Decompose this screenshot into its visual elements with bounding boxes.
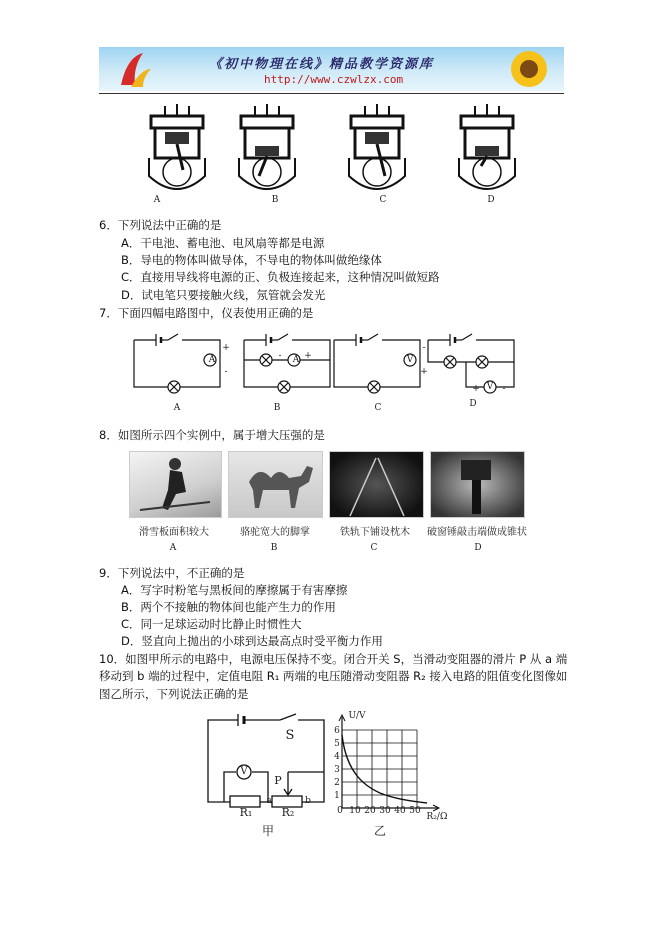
q10-figure-jia: 甲 <box>261 824 274 838</box>
q7-stem: 7．下面四幅电路图中，仪表使用正确的是 <box>99 306 314 320</box>
q9-option-b: B．两个不接触的物体间也能产生力的作用 <box>121 600 336 614</box>
q10-graph-ytick-4: 4 <box>334 752 340 762</box>
photo-camel <box>228 451 323 518</box>
q7-label-b: B <box>273 403 281 413</box>
sunflower-icon <box>499 47 559 91</box>
q10-graph-ytick-6: 6 <box>334 726 340 736</box>
q7-meter-c-voltmeter: V <box>406 355 414 365</box>
q9-option-c: C．同一足球运动时比静止时惯性大 <box>121 617 302 631</box>
q10-label-r1: R₁ <box>239 806 253 819</box>
q10-graph-ytick-5: 5 <box>334 739 340 749</box>
engine-diagram-b <box>239 104 295 189</box>
photo-safety-hammer <box>430 451 525 518</box>
q7-sign-b-plus: + <box>304 351 312 361</box>
circuit-b <box>244 334 330 393</box>
q10-graph-ytick-1: 1 <box>334 791 340 801</box>
engine-label-c: C <box>379 195 387 205</box>
q10-graph-xtick-50: 50 <box>409 806 421 816</box>
q7-sign-d-plus: + <box>472 384 480 394</box>
photo-railway <box>329 451 424 518</box>
q10-line-2: 移动到 b 端的过程中，定值电阻 R₁ 两端的电压随滑动变阻器 R₂ 接入电路的阻值变化图像如 <box>99 669 568 683</box>
q10-label-b: b <box>305 796 311 806</box>
photo-skier <box>129 451 222 518</box>
q10-graph-ylabel: U/V <box>348 711 366 721</box>
q6-option-b: B．导电的物体叫做导体，不导电的物体叫做绝缘体 <box>121 253 382 267</box>
q10-label-s: S <box>285 728 295 743</box>
q7-sign-d-minus: - <box>502 384 506 394</box>
q10-graph-ytick-3: 3 <box>334 765 340 775</box>
engine-label-a: A <box>153 195 161 205</box>
q7-meter-a-ammeter: A <box>208 355 216 365</box>
q10-graph <box>332 715 442 819</box>
railway-icon <box>330 452 423 517</box>
q9-stem: 9．下列说法中，不正确的是 <box>99 566 245 580</box>
q8-caption-d: 破窗锤敲击端做成锥状 <box>427 527 527 538</box>
q10-label-v: V <box>240 766 248 777</box>
q10-figure-yi: 乙 <box>373 824 386 838</box>
engine-label-d: D <box>487 195 495 205</box>
q8-caption-b: 骆驼宽大的脚掌 <box>240 527 310 538</box>
q10-graph-xtick-20: 20 <box>364 806 376 816</box>
q10-label-a: a <box>266 796 272 806</box>
engine-strokes-figure <box>125 102 565 212</box>
q6-option-c: C．直接用导线将电源的正、负极连接起来，这种情况叫做短路 <box>121 270 440 284</box>
q7-label-c: C <box>374 403 382 413</box>
header-banner <box>99 47 564 91</box>
camel-icon <box>229 452 322 517</box>
q8-caption-c: 铁轨下铺设枕木 <box>340 527 410 538</box>
engine-label-b: B <box>271 195 279 205</box>
q10-line-3: 图乙所示，下列说法正确的是 <box>99 687 249 701</box>
q8-label-b: B <box>270 543 278 553</box>
banner-url[interactable]: http://www.czwlzx.com <box>264 73 404 86</box>
q10-graph-xtick-10: 10 <box>349 806 361 816</box>
q7-sign-b-minus: - <box>278 351 282 361</box>
q10-graph-ytick-2: 2 <box>334 778 340 788</box>
q7-label-a: A <box>173 403 181 413</box>
q8-label-c: C <box>370 543 378 553</box>
q9-option-a: A．写字时粉笔与黑板间的摩擦属于有害摩擦 <box>121 583 348 597</box>
q6-option-a: A．干电池、蓄电池、电风扇等都是电源 <box>121 236 325 250</box>
q9-option-d: D．竖直向上抛出的小球到达最高点时受平衡力作用 <box>121 634 383 648</box>
q10-label-p: P <box>274 774 282 787</box>
engine-diagram-c <box>349 104 405 189</box>
engine-diagram-d <box>459 104 515 189</box>
skier-icon <box>130 452 221 517</box>
q7-meter-b-ammeter: A <box>292 355 300 365</box>
q10-graph-xtick-40: 40 <box>394 806 406 816</box>
q8-stem: 8．如图所示四个实例中，属于增大压强的是 <box>99 428 325 442</box>
q7-sign-a-minus: - <box>224 367 228 377</box>
q10-line-1: 10．如图甲所示的电路中，电源电压保持不变。闭合开关 S，当滑动变阻器的滑片 P 从 a 端 <box>99 652 568 666</box>
header-rule <box>99 93 564 94</box>
q7-label-d: D <box>469 399 477 409</box>
q10-graph-origin: 0 <box>337 806 343 816</box>
banner-title: 《初中物理在线》精品教学资源库 <box>209 57 435 72</box>
q7-sign-c-plus: + <box>420 367 428 377</box>
q6-option-d: D．试电笔只要接触火线，氖管就会发光 <box>121 288 326 302</box>
q10-label-r2: R₂ <box>281 806 295 819</box>
q8-label-a: A <box>169 543 177 553</box>
q7-meter-d-voltmeter: V <box>486 382 494 392</box>
q8-label-d: D <box>474 543 482 553</box>
engine-diagram <box>149 104 205 189</box>
q10-graph-xtick-30: 30 <box>379 806 391 816</box>
q10-graph-xlabel: R₂/Ω <box>426 812 448 822</box>
q6-stem: 6．下列说法中正确的是 <box>99 218 222 232</box>
q8-caption-a: 滑雪板面积较大 <box>139 527 209 538</box>
logo-icon <box>113 47 153 91</box>
q7-sign-c-minus: - <box>422 343 426 353</box>
q7-sign-a-plus: + <box>222 343 230 353</box>
hammer-icon <box>431 452 524 517</box>
